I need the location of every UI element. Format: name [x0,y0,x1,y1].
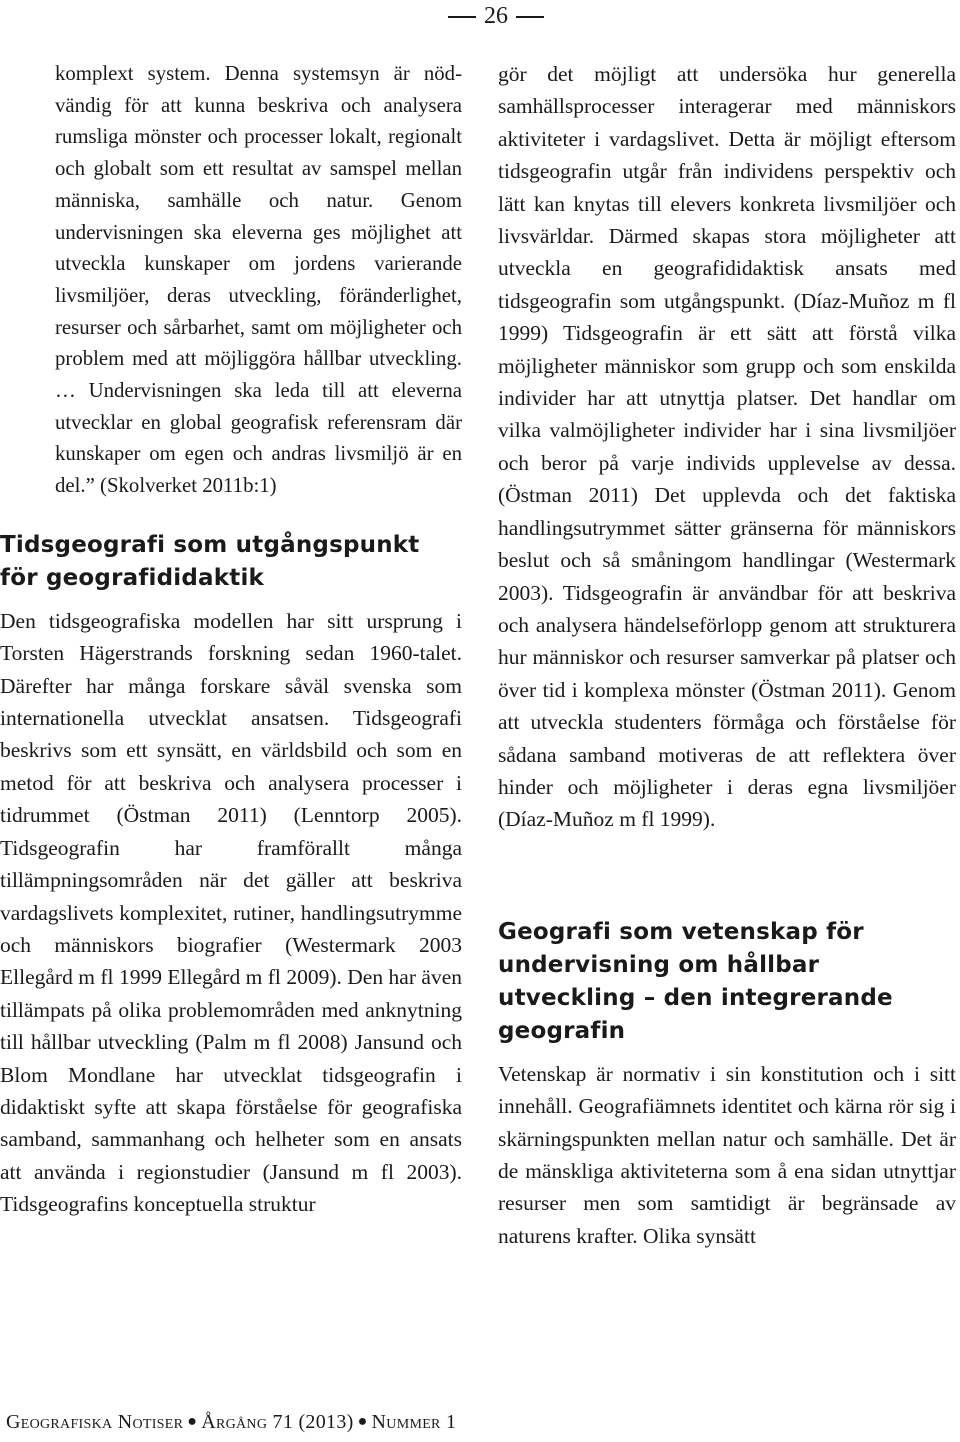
page-number-dash-right [516,16,544,18]
block-quote [0,58,462,502]
right-column [498,58,956,1252]
left-column [0,58,462,1221]
body-paragraph-right: gör det möjligt att undersöka hur generella samhällsprocesser interagerar med människors aktiviteter i vardagslivet. Detta är möjligt eftersom tidsgeografin utgår från individens perspektiv och lätt kan knytas till elevers konkreta livsmiljöer och livsvärldar. Därmed skapas stora möjligheter att utveckla en geografididaktisk ansats med tidsgeografin som utgångspunkt. (Díaz-Muñoz m fl 1999) Tidsgeografin är ett sätt att förstå vilka möjligheter människor som grupp och som enskilda individer har att utnyttja platser. Det handlar om vilka valmöjligheter individer har i sina livsmiljöer och beror på varje individs upplevelse av dessa. (Östman 2011) Det upplevda och det faktiska handlingsutrymmet sätter gränserna för människors beslut och så småningom handlingar (Westermark 2003). Tidsgeografin är användbar för att beskriva och analysera händelseförlopp genom att strukturera hur människor och resurser samverkar på platser och över tid i komplexa mönster (Östman 2011). Genom att utveckla studenters förmåga och förståelse för sådana samband motiveras de att reflektera över hinder och möjligheter i deras egna livsmiljöer (Díaz-Muñoz m fl 1999). [498,62,956,832]
page-number-dash-left [448,16,476,18]
footer-bullet-icon: ● [357,1413,368,1430]
footer-bullet-icon: ● [187,1413,198,1430]
body-paragraph-right-2: Vetenskap är normativ i sin konstitution och i sitt innehåll. Geografiämnets identitet och kärna rör sig i skärningspunkten mellan natur och samhälle. Det är de mänskliga aktiviteterna som å ena sidan utnyttjar resurser men som samtidigt är begränsade av naturens krafter. Olika synsätt [498,1061,956,1248]
page-number-text: 26 [484,3,508,29]
quote-text: komplext system. Denna systemsyn är nödvändig för att kunna beskriva och analysera rumsliga mönster och processer lokalt, regionalt och globalt som ett resultat av samspel mellan människa, samhälle och natur. Genom undervisningen ska eleverna ges möjlighet att utveckla kunskaper om jordens varierande livsmiljöer, deras utveckling, föränderlighet, resurser och sårbarhet, samt om möjligheter och problem med att möjliggöra hållbar utveckling. … Undervisningen ska leda till att eleverna utvecklar en global geografisk referensram där kunskaper om egen och andras livsmiljö är en del.” (Skolverket 2011b:1) [55,62,462,498]
page-number [436,4,556,28]
running-footer [6,1410,456,1434]
footer-issue: Nummer 1 [371,1411,457,1433]
footer-journal: Geografiska Notiser [6,1411,184,1433]
section-heading-tidsgeografi: Tidsgeografi som utgångspunkt för geografididaktik [0,531,420,591]
body-paragraph-left: Den tidsgeografiska modellen har sitt ursprung i Torsten Hägerstrands forskning sedan 1960-talet. Därefter har många forskare såväl svenska som internationella utvecklat ansatsen. Tidsgeografi beskrivs som ett synsätt, en världsbild och som en metod för att beskriva och analysera processer i tidrummet (Östman 2011) (Lenntorp 2005). Tidsgeografin har framförallt många tillämpningsområden när det gäller att beskriva vardagslivets komplexitet, rutiner, handlingsutrymme och människors biografier (Westermark 2003 Ellegård m fl 1999 Ellegård m fl 2009). Den har även tillämpats på olika problemområden med anknytning till hållbar utveckling (Palm m fl 2008) Jansund och Blom Mondlane har utvecklat tidsgeografin i didaktiskt syfte att skapa förståelse för geografiska samband, sammanhang och helheter som en ansats att använda i regionstudier (Jansund m fl 2003). Tidsgeografins konceptuella struktur [0,608,462,1217]
section-heading-geografi-som-vetenskap: Geografi som vetenskap för undervisning om hållbar utveckling – den integrerande geografin [498,918,893,1044]
footer-volume: Årgång 71 (2013) [201,1411,354,1433]
